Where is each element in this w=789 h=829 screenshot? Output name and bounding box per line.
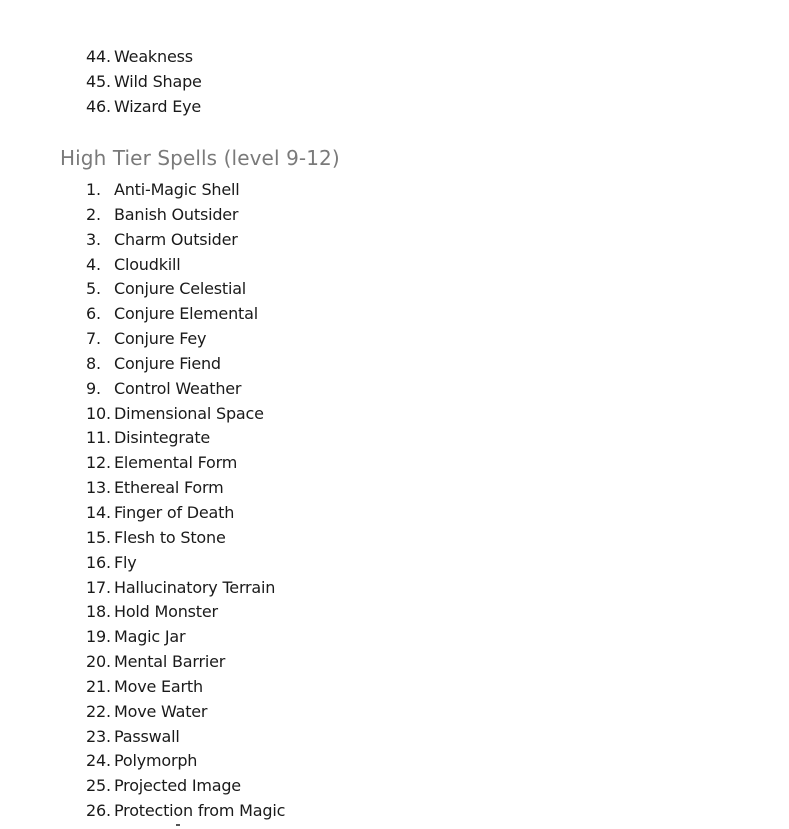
list-item-number: 4. (86, 254, 101, 274)
list-item-number: 2. (86, 204, 101, 224)
list-item-label: Anti-Magic Shell (114, 180, 240, 199)
list-item-number: 17. (86, 577, 111, 597)
list-item-number: 12. (86, 453, 111, 473)
list-item-number: 13. (86, 478, 111, 498)
list-item-label: Conjure Fiend (114, 353, 221, 373)
list-item-number: 20. (86, 652, 111, 672)
list-item-label: Wizard Eye (114, 96, 202, 116)
list-item-number: 14. (86, 502, 111, 522)
list-item-number: 19. (86, 627, 111, 647)
list-item-label: Conjure Elemental (114, 304, 258, 324)
list-item-number: 18. (86, 602, 111, 622)
list-item-number: 24. (86, 751, 111, 771)
list-item-number: 9. (86, 378, 101, 398)
list-item-label: Flesh to Stone (114, 527, 226, 547)
section-heading: High Tier Spells (level 9-12) (60, 146, 340, 170)
list-item-label: Cloudkill (114, 254, 181, 274)
list-item-number: 6. (86, 304, 101, 324)
list-item-label: Wild Shape (114, 71, 202, 91)
list-item-number: 7. (86, 329, 101, 349)
list-item-label: Passwall (114, 726, 180, 746)
list-item-label: Finger of Death (114, 502, 235, 522)
list-item-label: Control Weather (114, 378, 242, 398)
list-item-number: 22. (86, 701, 111, 721)
next-item-cutoff-mark (176, 824, 180, 826)
list-item-label: Hallucinatory Terrain (114, 577, 276, 597)
list-item-label: Protection from Magic (114, 801, 286, 821)
list-item-number: 5. (86, 279, 101, 299)
list-item-label: Magic Jar (114, 627, 186, 647)
list-item-label: Banish Outsider (114, 204, 239, 224)
list-item-label: Conjure Fey (114, 329, 207, 349)
list-item-number: 10. (86, 403, 111, 423)
list-item-label: Fly (114, 552, 137, 572)
list-item-number: 15. (86, 527, 111, 547)
list-item-label: Polymorph (114, 751, 198, 771)
list-item-number: 16. (86, 552, 111, 572)
list-item-label: Hold Monster (114, 602, 218, 622)
list-item-label: Projected Image (114, 776, 241, 796)
list-item-label: Elemental Form (114, 453, 238, 473)
list-item-label: Move Earth (114, 676, 203, 696)
list-item-label: Mental Barrier (114, 652, 226, 672)
list-item-number: 23. (86, 726, 111, 746)
list-item-label: Conjure Celestial (114, 279, 247, 299)
list-item-number: 26. (86, 801, 111, 821)
list-item-number: 3. (86, 229, 101, 249)
list-item-label: Charm Outsider (114, 229, 238, 249)
list-item-label: Ethereal Form (114, 478, 224, 498)
list-item-number: 46. (86, 96, 111, 116)
list-item-number: 21. (86, 676, 111, 696)
list-item-number: 25. (86, 776, 111, 796)
list-item-label: Weakness (114, 47, 193, 66)
list-item-number: 11. (86, 428, 111, 448)
list-item-number: 44. (86, 47, 111, 66)
list-item-label: Disintegrate (114, 428, 211, 448)
list-item-number: 8. (86, 353, 101, 373)
list-item-number: 45. (86, 71, 111, 91)
list-item-number: 1. (86, 180, 101, 199)
list-item-label: Dimensional Space (114, 403, 264, 423)
list-item-label: Move Water (114, 701, 208, 721)
